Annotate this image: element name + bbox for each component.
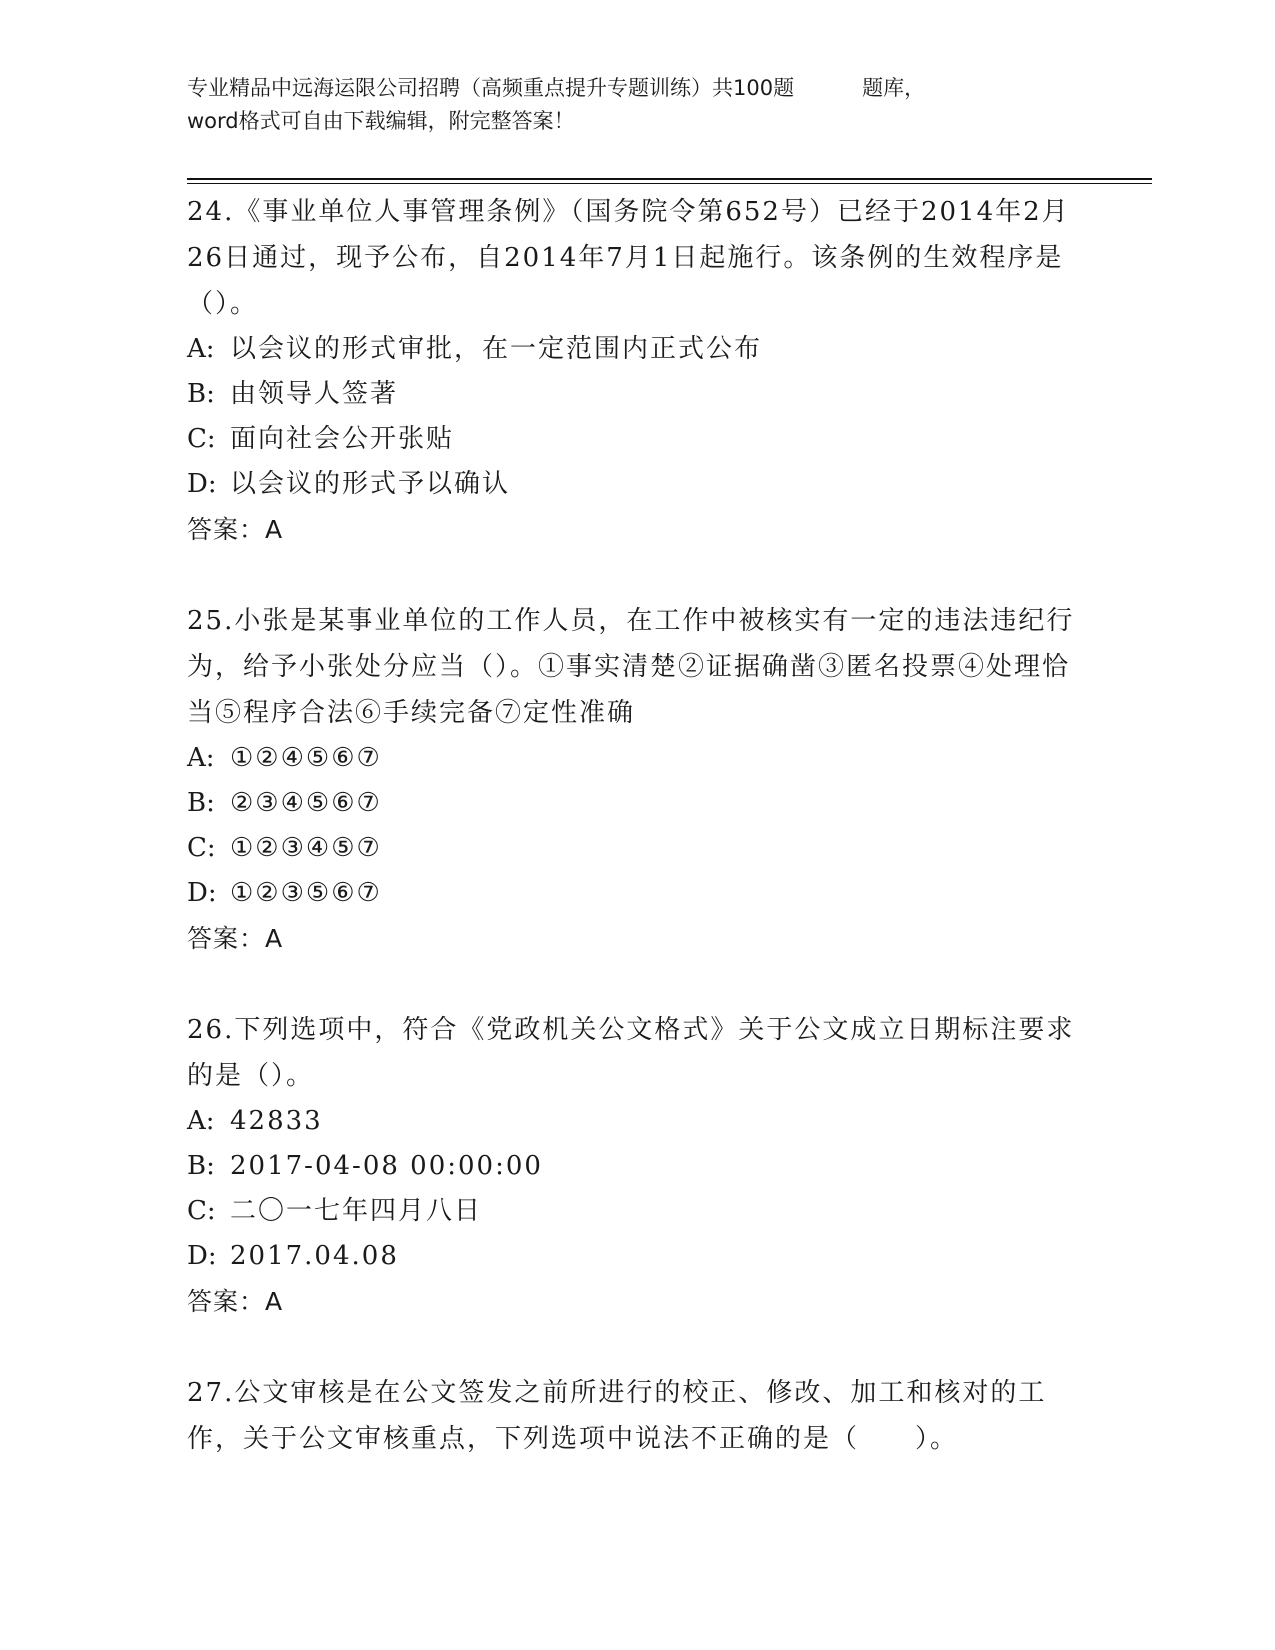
option-text: ①②④⑤⑥⑦ [230,743,382,773]
option-label: B: [187,788,215,818]
header-divider-thin [187,183,1152,184]
question-27 [187,1370,1087,1462]
option-c [187,826,1087,871]
option-label: A: [187,743,215,773]
option-text: 2017-04-08 00:00:00 [230,1151,543,1181]
option-text: 二〇一七年四月八日 [230,1196,483,1226]
option-label: A: [187,1106,215,1136]
option-d [187,462,1087,507]
option-a [187,1099,1087,1144]
option-text: 2017.04.08 [230,1241,399,1271]
header-line-1 [187,72,1047,105]
question-25 [187,598,1087,962]
option-label: B: [187,1151,215,1181]
header-line-2: word格式可自由下载编辑，附完整答案！ [187,109,575,133]
header-title-suffix: 题库， [862,76,926,100]
question-list [187,189,1087,1507]
option-c [187,1189,1087,1234]
option-text: ②③④⑤⑥⑦ [230,788,382,818]
question-text: 26.下列选项中，符合《党政机关公文格式》关于公文成立日期标注要求的是（）。 [187,1015,1075,1091]
option-label: C: [187,833,216,863]
option-text: 面向社会公开张贴 [230,424,455,454]
option-text: ①②③④⑤⑦ [230,833,382,863]
question-text: 27.公文审核是在公文签发之前所进行的校正、修改、加工和核对的工作，关于公文审核重点，下列选项中说法不正确的是（ ）。 [187,1378,1047,1454]
document-header [187,72,1047,138]
option-a [187,327,1087,372]
question-text: 25.小张是某事业单位的工作人员，在工作中被核实有一定的违法违纪行为，给予小张处分应当（）。①事实清楚②证据确凿③匿名投票④处理恰当⑤程序合法⑥手续完备⑦定性准确 [187,606,1075,728]
question-text: 24.《事业单位人事管理条例》（国务院令第652号）已经于2014年2月26日通过，现予公布，自2014年7月1日起施行。该条例的生效程序是（）。 [187,197,1070,319]
option-label: C: [187,424,216,454]
option-b [187,781,1087,826]
option-c [187,417,1087,462]
header-title: 专业精品中远海运限公司招聘（高频重点提升专题训练）共100题 [187,76,795,100]
option-text: 42833 [230,1106,323,1136]
option-text: 以会议的形式予以确认 [230,469,511,499]
option-b [187,1144,1087,1189]
answer: 答案：A [187,515,284,544]
question-24 [187,189,1087,553]
option-label: D: [187,469,217,499]
option-d [187,871,1087,916]
option-label: D: [187,878,217,908]
option-label: B: [187,379,215,409]
answer: 答案：A [187,1287,284,1316]
question-26 [187,1007,1087,1325]
option-text: 以会议的形式审批，在一定范围内正式公布 [230,334,763,364]
option-label: A: [187,334,215,364]
option-label: D: [187,1241,217,1271]
option-text: ①②③⑤⑥⑦ [230,878,382,908]
option-label: C: [187,1196,216,1226]
header-divider [187,178,1152,180]
option-a [187,736,1087,781]
answer: 答案：A [187,924,284,953]
option-text: 由领导人签著 [230,379,399,409]
option-d [187,1234,1087,1279]
option-b [187,372,1087,417]
